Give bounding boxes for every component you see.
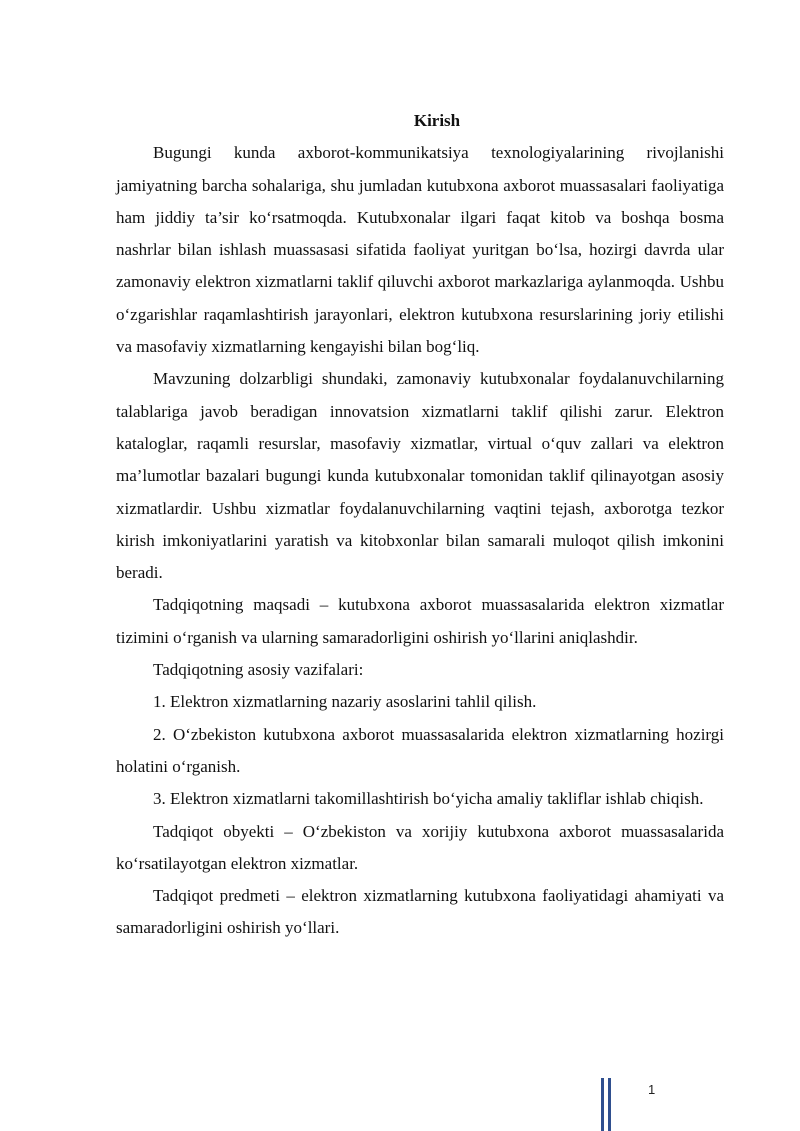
paragraph-introduction: Bugungi kunda axborot-kommunikatsiya texnologiyalarining rivojlanishi jamiyatning barcha sohalariga, shu jumladan kutubxona axborot muassasalari faoliyatiga ham jiddiy ta’sir koʻrsatmoqda. Kutubxonalar ilgari faqat kitob va boshqa bosma nashrlar bilan ishlash muassasasi sifatida faoliyat yuritgan boʻlsa, hozirgi davrda ular zamonaviy elektron xizmatlarni taklif qiluvchi axborot markazlariga aylanmoqda. Ushbu oʻzgarishlar raqamlashtirish jarayonlari, elektron kutubxona resurslarining joriy etilishi va masofaviy xizmatlarning kengayishi bilan bogʻliq. — [116, 143, 724, 357]
list-item-task-2: 2. Oʻzbekiston kutubxona axborot muassasalarida elektron xizmatlarning hozirgi holatini oʻrganish. — [116, 724, 724, 776]
document-page — [116, 105, 724, 945]
paragraph-object: Tadqiqot obyekti – Oʻzbekiston va xorijiy kutubxona axborot muassasalarida koʻrsatilayotgan elektron xizmatlar. — [116, 821, 724, 873]
list-item-task-1: 1. Elektron xizmatlarning nazariy asoslarini tahlil qilish. — [153, 692, 537, 712]
paragraph-subject: Tadqiqot predmeti – elektron xizmatlarning kutubxona faoliyatidagi ahamiyati va samaradorligini oshirish yoʻllari. — [116, 886, 724, 938]
list-item-task-3: 3. Elektron xizmatlarni takomillashtirish boʻyicha amaliy takliflar ishlab chiqish. — [153, 789, 704, 809]
footer-decoration — [601, 1078, 615, 1131]
footer-bar-left — [601, 1078, 604, 1131]
footer-bar-right — [608, 1078, 611, 1131]
page-number: 1 — [648, 1082, 656, 1097]
paragraph-relevance: Mavzuning dolzarbligi shundaki, zamonaviy kutubxonalar foydalanuvchilarning talablariga javob beradigan innovatsion xizmatlarni taklif qilishi zarur. Elektron kataloglar, raqamli resurslar, masofaviy xizmatlar, virtual oʻquv zallari va elektron ma’lumotlar bazalari bugungi kunda kutubxonalar tomonidan taklif qilinayotgan asosiy xizmatlardir. Ushbu xizmatlar foydalanuvchilarning vaqtini tejash, axborotga tezkor kirish imkoniyatlarini yaratish va kitobxonlar bilan samarali muloqot qilish imkonini beradi. — [116, 369, 724, 583]
paragraph-goal: Tadqiqotning maqsadi – kutubxona axborot muassasalarida elektron xizmatlar tizimini oʻrganish va ularning samaradorligini oshirish yoʻllarini aniqlashdir. — [116, 595, 724, 647]
paragraph-tasks-heading: Tadqiqotning asosiy vazifalari: — [153, 660, 364, 680]
section-title: Kirish — [413, 111, 461, 130]
